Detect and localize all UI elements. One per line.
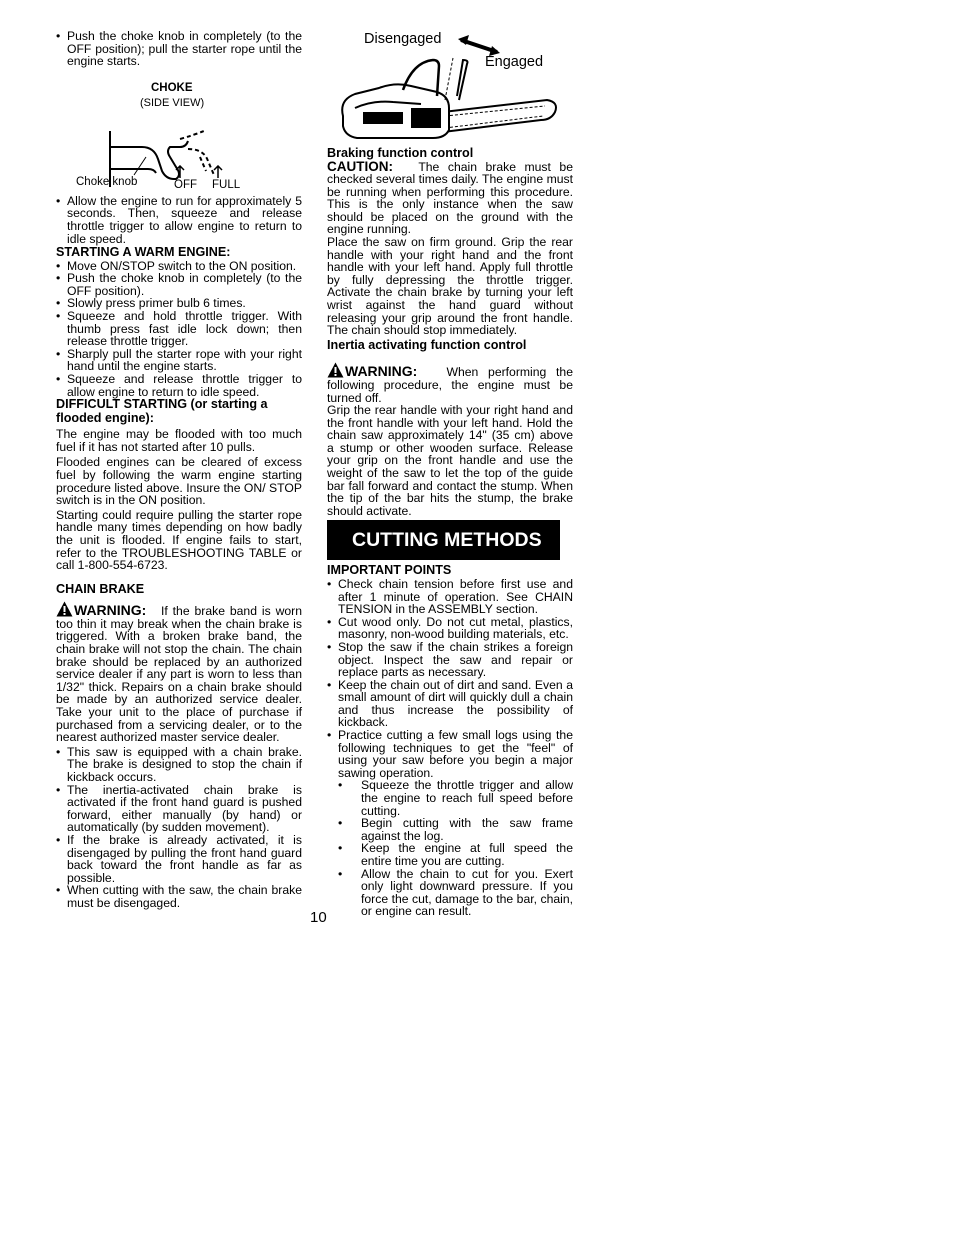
braking-function-heading: Braking function control [327,146,474,160]
difficult-paragraph: The engine may be flooded with too much fuel if it has not started after 10 pulls. [56,427,302,454]
left-column [56,30,302,909]
warm-engine-bullet-list [56,260,302,399]
warning-text: When performing the following procedure, the engine must be turned off. [327,365,573,405]
difficult-paragraph: Starting could require pulling the starter rope handle many times depending on how badly the unit is flooded. If engine fails to start, refer to the TROUBLESHOOTING TABLE or call 1-800-554-6723. [56,507,302,573]
warning-triangle-icon [327,362,344,378]
after-figure-bullet-list [56,195,302,245]
right-column [327,30,573,918]
chain-saw-illustration [333,56,563,140]
caution-paragraph [327,158,573,237]
chain-brake-bullet-list [56,746,302,910]
list-item: • This saw is equipped with a chain brake. The brake is designed to stop the chain if kickback occurs. [56,746,302,784]
list-item: • Slowly press primer bulb 6 times. [56,297,302,310]
warning-text: If the brake band is worn too thin it may break when the chain brake is triggered. With a broken brake band, the chain brake will not stop the chain. The chain brake should be replaced by an authorized service dealer if any part is worn to less than 1/32" thick. Repairs on a chain brake should be made by an authorized service dealer. Take your unit to the place of purchase if purchased from a servicing dealer, or to the nearest authorized master service dealer. [56,604,302,745]
difficult-starting-heading: DIFFICULT STARTING (or starting a flooded engine): [56,397,268,425]
practice-sub-list [327,779,573,918]
caution-label: CAUTION: [327,158,393,174]
list-item: • Allow the engine to run for approximately 5 seconds. Then, squeeze and release throttle trigger to allow engine to return to idle speed. [56,195,302,245]
double-arrow-icon [457,34,501,56]
braking-paragraph: Place the saw on firm ground. Grip the rear handle with your right hand and the front handle with your left hand. Apply full throttle by fully depressing the throttle trigger. Activate the chain brake by turning your left wrist against the hand guard without releasing your grip around the front handle. The chain should stop immediately. [327,235,573,338]
list-item: • Keep the engine at full speed the entire time you are cutting. [327,842,573,867]
choke-knob-label: Choke knob [76,175,138,188]
list-item: • Squeeze and hold throttle trigger. With thumb press fast idle lock down; then release throttle trigger. [56,310,302,348]
warning-triangle-icon [56,601,73,617]
list-item: • Cut wood only. Do not cut metal, plastics, masonry, non-wood building materials, etc. [327,616,573,641]
engaged-label: Engaged [485,54,544,70]
choke-figure [56,71,302,189]
chain-brake-warning [56,601,302,744]
arrow-up-icon [212,165,224,179]
caution-text: The chain brake must be checked several times daily. The engine must be running when performing this procedure. This is the only instance when the saw should be placed on the ground with the engine running. [327,159,573,237]
list-item: • Check chain tension before first use and after 1 minute of operation. See CHAIN TENSION in the ASSEMBLY section. [327,578,573,616]
list-item: • Begin cutting with the saw frame against the log. [327,817,573,842]
list-item: • Stop the saw if the chain strikes a foreign object. Inspect the saw and repair or replace parts as necessary. [327,641,573,679]
list-item: • When cutting with the saw, the chain brake must be disengaged. [56,884,302,909]
disengaged-label: Disengaged [364,31,442,47]
inertia-heading: Inertia activating function control [327,337,527,352]
intro-bullet-list [56,30,302,68]
inertia-paragraph: Grip the rear handle with your right hand and the front handle with your left hand. Hold the chain saw approximately 14" (35 cm) above a stump or other wooden surface. Release your grip on the front handle and use the weight of the saw to let the top of the guide bar fall forward and contact the stump. When the tip of the bar hits the stump, the brake should activate. [327,403,573,518]
inertia-warning [327,362,573,404]
list-item: • Practice cutting a few small logs using the following techniques to get the "feel" of using your saw before you begin a major sawing operation. [327,729,573,779]
important-points-heading: IMPORTANT POINTS [327,563,452,578]
list-item: • If the brake is already activated, it is disengaged by pulling the front hand guard back toward the front handle as far as possible. [56,834,302,884]
off-label: OFF [174,178,197,191]
list-item: • Keep the chain out of dirt and sand. Even a small amount of dirt will quickly dull a chain and thus increase the possibility of kickback. [327,679,573,729]
cutting-methods-banner: CUTTING METHODS [327,520,560,560]
list-item: • Move ON/STOP switch to the ON position. [56,260,302,273]
difficult-paragraph: Flooded engines can be cleared of excess fuel by following the warm engine starting procedure listed above. Insure the ON/ STOP switch is in the ON position. [56,455,302,508]
list-item: • Squeeze and release throttle trigger to allow engine to return to idle speed. [56,373,302,398]
warning-label: WARNING: [345,363,418,380]
important-points-list [327,578,573,780]
list-item: • Sharply pull the starter rope with your right hand until the engine starts. [56,348,302,373]
list-item: • Allow the chain to cut for you. Exert only light downward pressure. If you force the cut, damage to the bar, chain, or engine can result. [327,868,573,918]
chain-saw-figure [327,30,573,145]
full-label: FULL [212,178,241,191]
chain-brake-heading: CHAIN BRAKE [56,581,145,596]
list-item: • Push the choke knob in completely (to the OFF position); pull the starter rope until the engine starts. [56,30,302,68]
choke-figure-title: CHOKE [151,81,193,94]
list-item: • Squeeze the throttle trigger and allow the engine to reach full speed before cutting. [327,779,573,817]
list-item: • Push the choke knob in completely (to the OFF position). [56,272,302,297]
list-item: • The inertia-activated chain brake is activated if the front hand guard is pushed forward, either manually (by hand) or automatically (by sudden movement). [56,784,302,834]
warm-engine-heading: STARTING A WARM ENGINE: [56,245,231,260]
arrow-up-icon [174,165,186,179]
choke-figure-subtitle: (SIDE VIEW) [140,96,205,109]
warning-label: WARNING: [74,602,147,619]
page-number: 10 [310,909,327,926]
